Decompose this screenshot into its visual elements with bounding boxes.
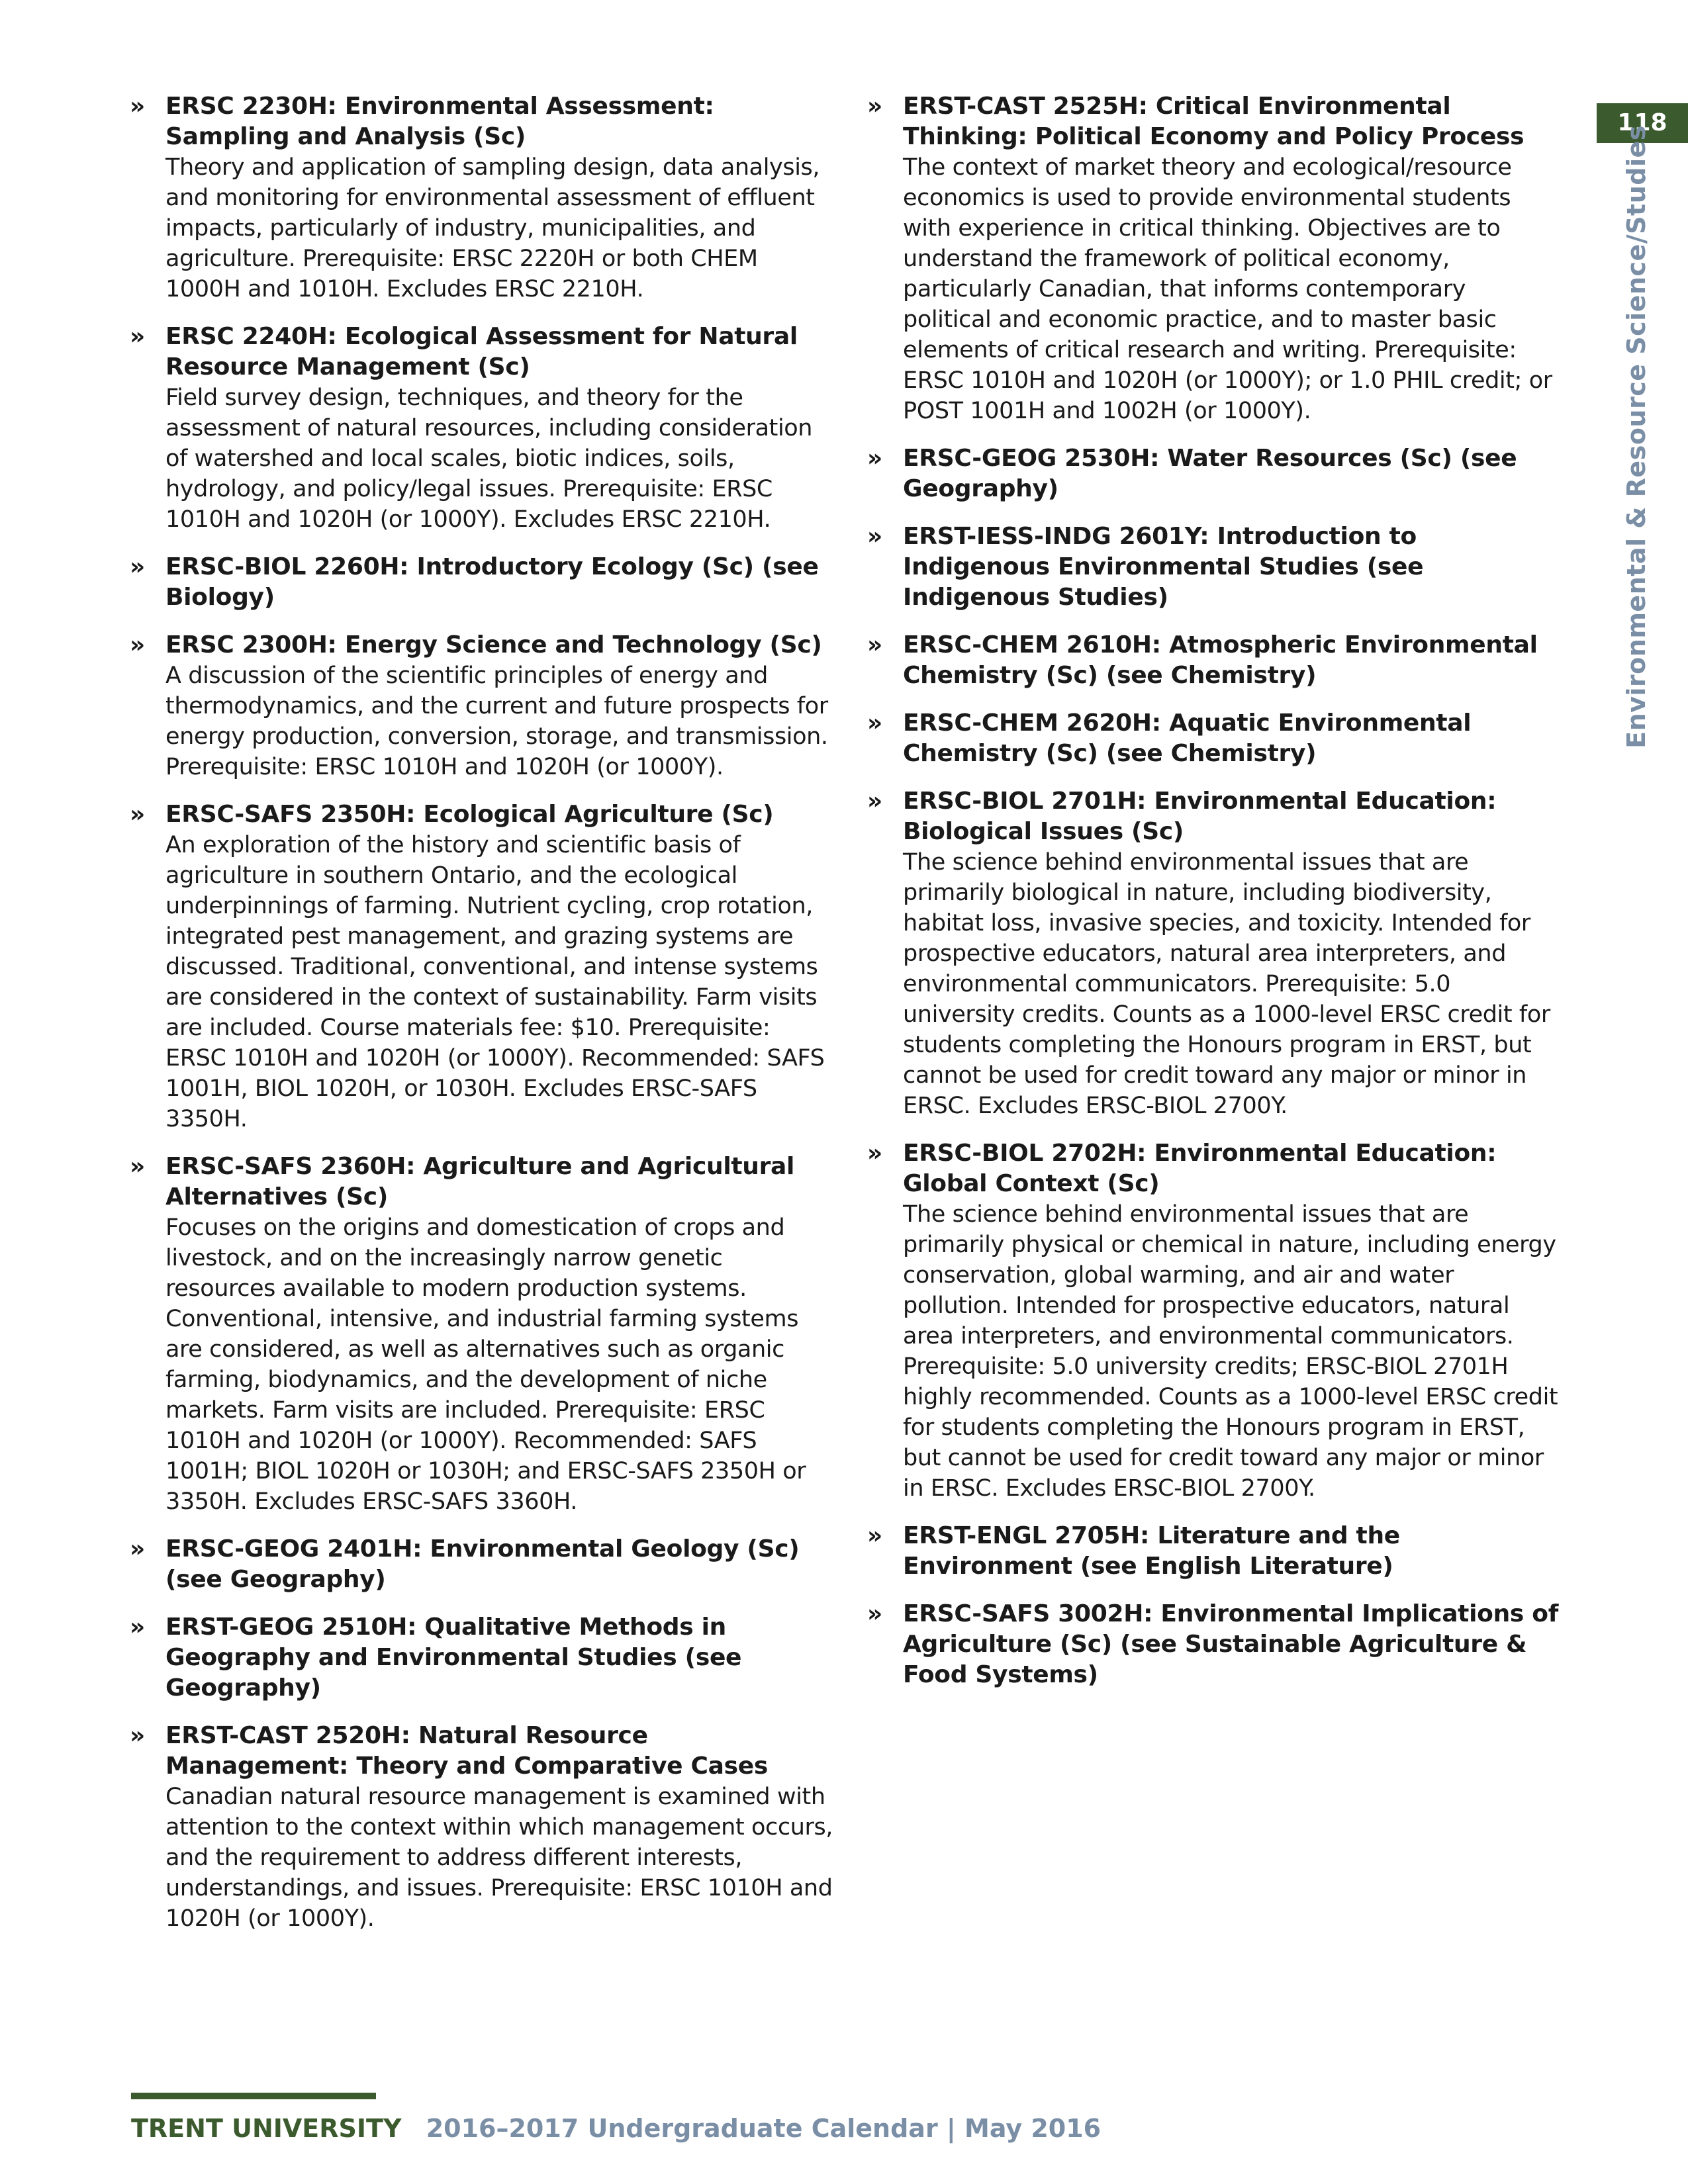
course-title: ERSC-SAFS 3002H: Environmental Implications of Agriculture (Sc) (see Sustainable Agriculture & Food Systems) [903,1600,1559,1688]
course-title: ERSC 2230H: Environmental Assessment: Sampling and Analysis (Sc) [165,93,714,150]
course-entry [867,443,1560,504]
course-title: ERST-ENGL 2705H: Literature and the Environment (see English Literature) [903,1522,1400,1580]
bullet-icon: » [867,788,883,815]
course-title: ERSC-BIOL 2702H: Environmental Education: Global Context (Sc) [903,1140,1497,1197]
course-title: ERST-CAST 2520H: Natural Resource Management: Theory and Comparative Cases [165,1722,768,1780]
course-title: ERSC-GEOG 2530H: Water Resources (Sc) (see Geography) [903,445,1517,502]
course-entry [130,91,835,304]
footer-university: TRENT UNIVERSITY [131,2114,402,2143]
course-title: ERST-IESS-INDG 2601Y: Introduction to Indigenous Environmental Studies (see Indigenous Studies) [903,523,1424,611]
course-description: An exploration of the history and scientific basis of agriculture in southern Ontario, and the ecological underpinnings of farming. Nutrient cycling, crop rotation, integrated pest management, and grazing systems are discussed. Traditional, conventional, and intense systems are considered in the context of sustainability. Farm visits are included. Course materials fee: $10. Prerequisite: ERSC 1010H and 1020H (or 1000Y). Recommended: SAFS 1001H, BIOL 1020H, or 1030H. Excludes ERSC-SAFS 3350H. [165,832,825,1132]
course-entry [130,799,835,1134]
course-title: ERSC-BIOL 2260H: Introductory Ecology (Sc) (see Biology) [165,553,819,611]
course-entry [867,1521,1560,1582]
bullet-icon: » [130,631,146,659]
course-entry [867,522,1560,613]
course-description: The science behind environmental issues that are primarily physical or chemical in nature, including energy conservation, global warming, and air and water pollution. Intended for prospective educators, natural area interpreters, and environmental communicators. Prerequisite: 5.0 university credits; ERSC-BIOL 2701H highly recommended. Counts as a 1000-level ERSC credit for students completing the Honours program in ERST, but cannot be used for credit toward any major or minor in ERSC. Excludes ERSC-BIOL 2700Y. [903,1201,1558,1502]
course-entry [130,552,835,613]
bullet-icon: » [867,709,883,737]
bullet-icon: » [130,93,146,120]
right-column [867,91,1560,1707]
bullet-icon: » [867,445,883,472]
footer-calendar: 2016–2017 Undergraduate Calendar | May 2016 [426,2114,1102,2143]
course-description: Theory and application of sampling design, data analysis, and monitoring for environmental assessment of effluent impacts, particularly of industry, municipalities, and agriculture. Prerequisite: ERSC 2220H or both CHEM 1000H and 1010H. Excludes ERSC 2210H. [165,154,820,302]
course-description: Focuses on the origins and domestication of crops and livestock, and on the increasingly narrow genetic resources available to modern production systems. Conventional, intensive, and industrial farming systems are considered, as well as alternatives such as organic farming, biodynamics, and the development of niche markets. Farm visits are included. Prerequisite: ERSC 1010H and 1020H (or 1000Y). Recommended: SAFS 1001H; BIOL 1020H or 1030H; and ERSC-SAFS 2350H or 3350H. Excludes ERSC-SAFS 3360H. [165,1214,806,1515]
bullet-icon: » [130,1153,146,1180]
bullet-icon: » [867,93,883,120]
course-entry [130,1534,835,1595]
course-title: ERST-GEOG 2510H: Qualitative Methods in Geography and Environmental Studies (see Geography) [165,1614,742,1702]
bullet-icon: » [867,523,883,550]
course-description: The context of market theory and ecological/resource economics is used to provide environmental students with experience in critical thinking. Objectives are to understand the framework of political economy, particularly Canadian, that informs contemporary political and economic practice, and to master basic elements of critical research and writing. Prerequisite: ERSC 1010H and 1020H (or 1000Y); or 1.0 PHIL credit; or POST 1001H and 1002H (or 1000Y). [903,154,1552,424]
bullet-icon: » [130,323,146,350]
bullet-icon: » [130,1614,146,1641]
course-description: Canadian natural resource management is examined with attention to the context within which management occurs, and the requirement to address different interests, understandings, and issues. Prerequisite: ERSC 1010H and 1020H (or 1000Y). [165,1784,833,1932]
course-entry [867,786,1560,1121]
course-description: The science behind environmental issues that are primarily biological in nature, including biodiversity, habitat loss, invasive species, and toxicity. Intended for prospective educators, natural area interpreters, and environmental communicators. Prerequisite: 5.0 university credits. Counts as a 1000-level ERSC credit for students completing the Honours program in ERST, but cannot be used for credit toward any major or minor in ERSC. Excludes ERSC-BIOL 2700Y. [903,849,1550,1119]
course-title: ERSC-BIOL 2701H: Environmental Education: Biological Issues (Sc) [903,788,1497,845]
bullet-icon: » [867,1600,883,1627]
page-number: 118 [1597,103,1688,143]
left-column [130,91,835,1951]
course-entry [130,1152,835,1517]
bullet-icon: » [130,1722,146,1749]
bullet-icon: » [867,1522,883,1549]
bullet-icon: » [867,1140,883,1167]
course-description: Field survey design, techniques, and theory for the assessment of natural resources, including consideration of watershed and local scales, biotic indices, soils, hydrology, and policy/legal issues. Prerequisite: ERSC 1010H and 1020H (or 1000Y). Excludes ERSC 2210H. [165,385,813,533]
bullet-icon: » [867,631,883,659]
course-description: A discussion of the scientific principles of energy and thermodynamics, and the current and future prospects for energy production, conversion, storage, and transmission. Prerequisite: ERSC 1010H and 1020H (or 1000Y). [165,662,828,780]
bullet-icon: » [130,801,146,828]
course-title: ERSC-SAFS 2350H: Ecological Agriculture (Sc) [165,801,774,828]
side-section-title: Environmental & Resource Science/Studies [1622,125,1651,749]
bullet-icon: » [130,553,146,580]
course-entry [130,322,835,535]
course-title: ERSC-SAFS 2360H: Agriculture and Agricultural Alternatives (Sc) [165,1153,795,1210]
course-entry [867,91,1560,426]
footer-rule [131,2093,376,2099]
bullet-icon: » [130,1535,146,1563]
course-entry [867,1599,1560,1690]
course-entry [130,1612,835,1704]
course-entry [867,630,1560,691]
course-title: ERSC 2240H: Ecological Assessment for Natural Resource Management (Sc) [165,323,798,381]
course-title: ERSC-GEOG 2401H: Environmental Geology (Sc) (see Geography) [165,1535,800,1593]
course-entry [130,1721,835,1934]
course-entry [867,1138,1560,1504]
course-title: ERSC 2300H: Energy Science and Technology (Sc) [165,631,822,659]
course-entry [130,630,835,782]
footer [131,2113,1101,2144]
course-title: ERSC-CHEM 2620H: Aquatic Environmental Chemistry (Sc) (see Chemistry) [903,709,1472,767]
course-title: ERST-CAST 2525H: Critical Environmental Thinking: Political Economy and Policy Process [903,93,1524,150]
course-entry [867,708,1560,769]
course-title: ERSC-CHEM 2610H: Atmospheric Environmental Chemistry (Sc) (see Chemistry) [903,631,1538,689]
